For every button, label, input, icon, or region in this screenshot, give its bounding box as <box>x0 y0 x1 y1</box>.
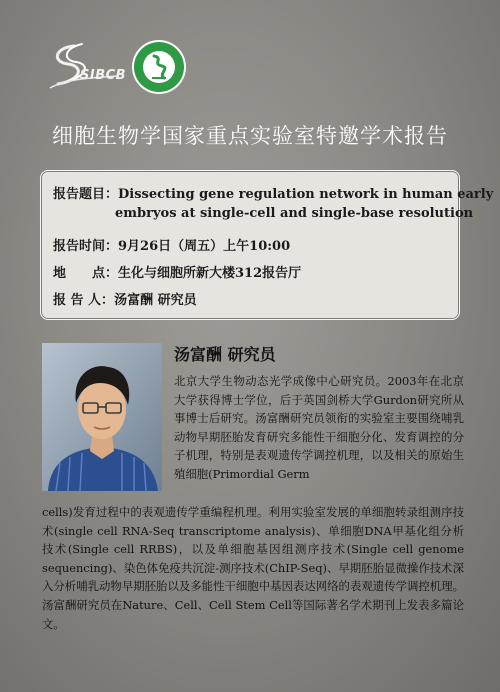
bio-paragraph-bottom: cells)发育过程中的表观遗传学重编程机理。利用实验室发展的单细胞转录组测序技术(single cell RNA-Seq transcriptome analysis)、单细胞DNA甲基化组分析技术(Single cell RRBS)，以及单细胞基因组测序技术(Single cell genome sequencing)、染色体免疫共沉淀-测序技术(ChIP-Seq)、早期胚胎显微操作技术深入分析哺乳动物早期胚胎以及多能性干细胞中基因表达网络的表观遗传学调控机理。汤富酬研究员在Nature、Cell、Cell Stem Cell等国际著名学术期刊上发表多篇论文。 <box>42 505 464 631</box>
place-value: 生化与细胞所新大楼312报告厅 <box>118 266 302 281</box>
topic-line1: Dissecting gene regulation network in human early <box>118 187 494 202</box>
topic-line2: embryos at single-cell and single-base resolution <box>115 206 474 221</box>
speaker-name: 汤富酬 研究员 <box>174 345 276 364</box>
speaker-bio-top <box>174 372 464 484</box>
page-title: 细胞生物学国家重点实验室特邀学术报告 <box>52 124 448 148</box>
sibcb-logo-text: SIBCB <box>80 68 127 83</box>
talk-info-box <box>40 170 494 320</box>
speaker-value: 汤富酬 研究员 <box>114 293 197 308</box>
time-value: 9月26日（周五）上午10:00 <box>118 239 291 254</box>
speaker-bio-bottom <box>42 503 464 633</box>
speaker-photo <box>42 343 162 491</box>
state-key-lab-logo <box>130 38 188 96</box>
time-label: 报告时间： <box>53 239 119 254</box>
speaker-label: 报 告 人： <box>53 293 115 308</box>
speaker-row <box>53 289 197 308</box>
topic-label: 报告题目： <box>53 187 119 202</box>
sibcb-logo <box>44 40 127 96</box>
topic-row <box>53 183 493 202</box>
time-row <box>53 235 290 254</box>
place-row <box>53 262 301 281</box>
lab-seal-icon <box>130 38 188 96</box>
bio-paragraph-top: 北京大学生物动态光学成像中心研究员。2003年在北京大学获得博士学位，后于英国剑桥大学Gurdon研究所从事博士后研究。汤富酬研究员领衔的实验室主要围绕哺乳动物早期胚胎发育研究多能性干细胞分化、发育调控的分子机理，特别是表观遗传学调控机理，以及相关的原始生殖细胞(Primordial Germ <box>174 374 464 481</box>
place-label: 地 点： <box>53 266 119 281</box>
